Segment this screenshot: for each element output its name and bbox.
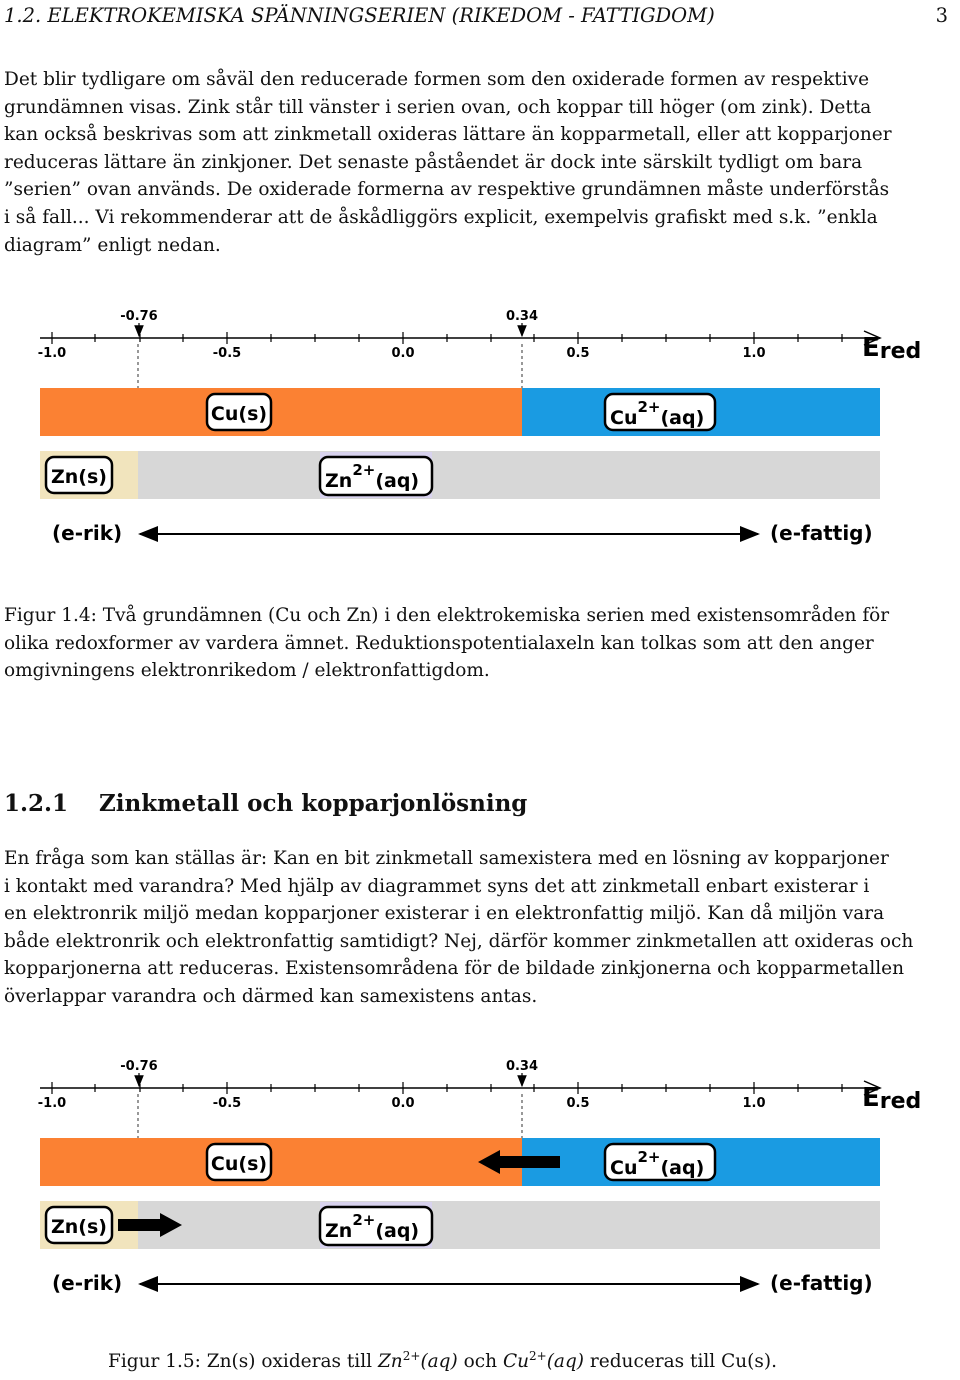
axis-label bbox=[862, 333, 921, 364]
zn-metal-label: Zn(s) bbox=[51, 1216, 107, 1238]
tick-label: -1.0 bbox=[37, 346, 67, 361]
zn-potential-label: -0.76 bbox=[120, 1059, 158, 1074]
caption-text: och bbox=[457, 1351, 503, 1373]
zn-ion-band bbox=[138, 1201, 880, 1249]
tick-label: 1.0 bbox=[742, 1096, 766, 1111]
body-line: En fråga som kan ställas är: Kan en bit zinkmetall samexistera med en lösning av kopparjoner bbox=[4, 848, 889, 869]
axis-label-sub: red bbox=[879, 1089, 922, 1114]
axis-label bbox=[862, 1083, 921, 1114]
caption-cu-state: (aq) bbox=[546, 1351, 585, 1373]
electron-rich-label: (e-rik) bbox=[52, 521, 123, 545]
cu-metal-band bbox=[40, 1138, 522, 1186]
caption-cu-charge: 2+ bbox=[529, 1349, 547, 1363]
axis-label-sub: red bbox=[879, 339, 922, 364]
caption-zn: Zn bbox=[377, 1351, 403, 1373]
intro-line: i så fall... Vi rekommenderar att de åskådliggörs explicit, exempelvis grafiskt med s.k. ”enkla bbox=[4, 206, 878, 228]
body-line: kopparjonerna att reduceras. Existensområdena för de bildade zinkjonerna och kopparmetallen bbox=[4, 958, 905, 980]
body-line: i kontakt med varandra? Med hjälp av diagrammet syns det att zinkmetall enbart existerar i bbox=[4, 875, 870, 897]
intro-line: kan också beskrivas som att zinkmetall oxideras lättare än kopparmetall, eller att kopparjoner bbox=[4, 124, 892, 146]
tick-label: 0.5 bbox=[566, 346, 590, 361]
section-heading bbox=[4, 790, 527, 817]
page-number: 3 bbox=[935, 4, 948, 27]
zn-potential-label: -0.76 bbox=[120, 309, 158, 324]
intro-line: grundämnen visas. Zink står till vänster i serien ovan, och koppar till höger (om zink). Detta bbox=[4, 96, 872, 118]
zn-ion-label: $Zn^{2+}(aq)$ bbox=[325, 461, 420, 492]
tick-label: 0.5 bbox=[566, 1096, 590, 1111]
intro-line: Det blir tydligare om såväl den reducerade formen som den oxiderade formen av respektive bbox=[4, 69, 870, 90]
caption-line: omgivningens elektronrikedom / elektronfattigdom. bbox=[4, 660, 490, 682]
electron-poor-label: (e-fattig) bbox=[770, 1271, 873, 1295]
cu-ion-label: $Cu^{2+}(aq)$ bbox=[610, 398, 705, 429]
caption-text: Figur 1.5: Zn(s) oxideras till bbox=[108, 1351, 378, 1373]
intro-paragraph bbox=[4, 66, 956, 259]
cu-potential-label: 0.34 bbox=[505, 309, 539, 324]
body-line: överlappar varandra och därmed kan samexistens antas. bbox=[4, 985, 538, 1007]
header-title: 1.2. ELEKTROKEMISKA SPÄNNINGSERIEN (RIKEDOM - FATTIGDOM) bbox=[4, 4, 715, 27]
running-header bbox=[4, 4, 948, 30]
figure-1-4 bbox=[0, 300, 960, 560]
electron-rich-label: (e-rik) bbox=[52, 1271, 123, 1295]
body-line: både elektronrik och elektronfattig samtidigt? Nej, därför kommer zinkmetallen att oxideras och bbox=[4, 930, 914, 952]
cu-metal-label: Cu(s) bbox=[210, 403, 268, 425]
section-title: Zinkmetall och kopparjonlösning bbox=[99, 790, 528, 817]
electron-poor-label: (e-fattig) bbox=[770, 521, 873, 545]
cu-metal-label: Cu(s) bbox=[210, 1153, 268, 1175]
tick-label: -0.5 bbox=[212, 346, 242, 361]
figure-1-5-caption bbox=[108, 1349, 777, 1372]
intro-line: diagram” enligt nedan. bbox=[4, 234, 221, 256]
body-paragraph bbox=[4, 845, 956, 1011]
caption-line: olika redoxformer av vardera ämnet. Reduktionspotentialaxeln kan tolkas som att den anger bbox=[4, 632, 874, 654]
tick-label: -1.0 bbox=[37, 1096, 67, 1111]
zn-ion-band bbox=[138, 451, 880, 499]
tick-label: 0.0 bbox=[391, 1096, 415, 1111]
figure-1-4-caption bbox=[4, 602, 956, 685]
body-line: en elektronrik miljö medan kopparjoner existerar i en elektronfattig miljö. Kan då miljön vara bbox=[4, 903, 885, 925]
caption-zn-state: (aq) bbox=[420, 1351, 458, 1373]
cu-ion-label: $Cu^{2+}(aq)$ bbox=[610, 1148, 705, 1179]
intro-line: ”serien” ovan används. De oxiderade formerna av respektive grundämnen måste underförstås bbox=[4, 179, 890, 201]
axis-label-e: E bbox=[862, 1083, 880, 1113]
figure-1-5 bbox=[0, 1050, 960, 1312]
tick-label: 0.0 bbox=[391, 346, 415, 361]
caption-line: Figur 1.4: Två grundämnen (Cu och Zn) i den elektrokemiska serien med existensområden för bbox=[4, 605, 890, 626]
zn-metal-label: Zn(s) bbox=[51, 466, 107, 488]
intro-line: reduceras lättare än zinkjoner. Det senaste påståendet är dock inte särskilt tydligt om bara bbox=[4, 151, 863, 173]
zn-ion-label: $Zn^{2+}(aq)$ bbox=[325, 1211, 420, 1242]
tick-label: -0.5 bbox=[212, 1096, 242, 1111]
caption-cu: Cu bbox=[502, 1351, 530, 1373]
section-number: 1.2.1 bbox=[4, 790, 69, 817]
tick-label: 1.0 bbox=[742, 346, 766, 361]
caption-text: reduceras till Cu(s). bbox=[584, 1351, 777, 1373]
caption-zn-charge: 2+ bbox=[402, 1349, 421, 1363]
cu-metal-band bbox=[40, 388, 522, 436]
cu-potential-label: 0.34 bbox=[505, 1059, 539, 1074]
axis-label-e: E bbox=[862, 333, 880, 363]
